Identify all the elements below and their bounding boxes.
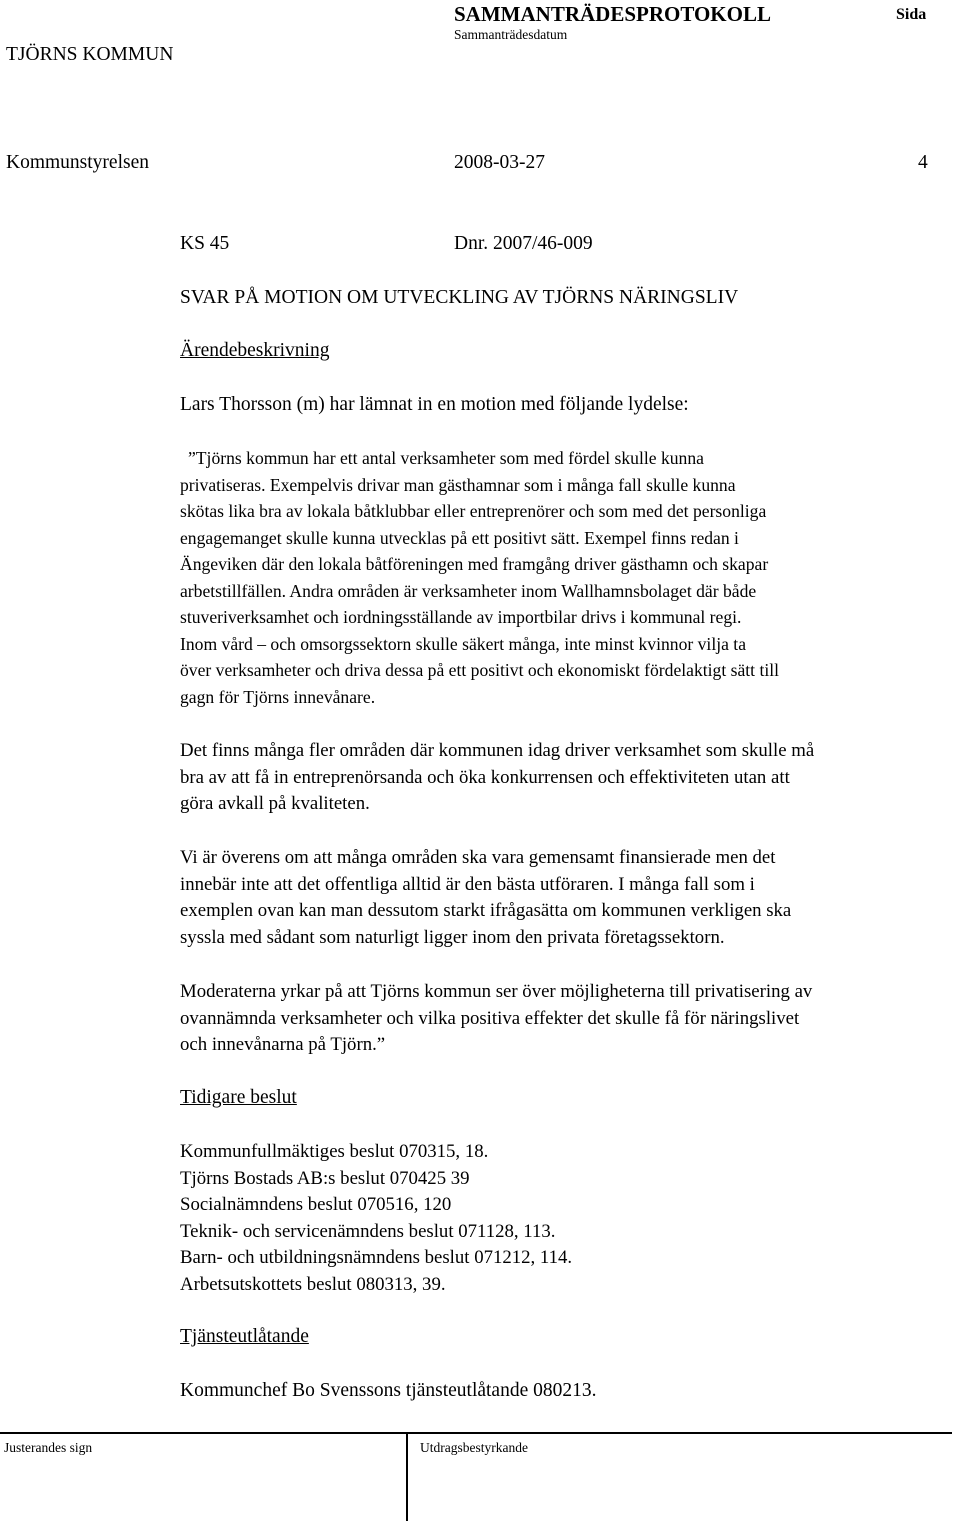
previous-decisions-list — [180, 1139, 572, 1298]
paragraph-line: Det finns många fler områden där kommunen idag driver verksamhet som skulle må — [180, 740, 815, 761]
list-item: Arbetsutskottets beslut 080313, 39. — [180, 1273, 446, 1295]
signature-label: Justerandes sign — [4, 1440, 93, 1455]
list-item: Kommunfullmäktiges beslut 070315, 18. — [180, 1141, 489, 1162]
page-label: Sida — [896, 6, 927, 23]
section-heading-tidigare-beslut: Tidigare beslut — [180, 1087, 297, 1108]
list-item: Tjörns Bostads AB:s beslut 070425 39 — [180, 1167, 470, 1189]
list-item: Barn- och utbildningsnämndens beslut 071212, 114. — [180, 1247, 573, 1268]
quote-line: Inom vård – och omsorgssektorn skulle säkert många, inte minst kvinnor vilja ta — [180, 633, 746, 654]
quote-line: skötas lika bra av lokala båtklubbar eller entreprenörer och som med det personliga — [180, 501, 767, 521]
paragraph-line: göra avkall på kvaliteten. — [180, 793, 370, 814]
paragraph-4 — [180, 979, 955, 1059]
paragraph-line: innebär inte att det offentliga alltid är den bästa utföraren. I många fall som i — [180, 873, 755, 895]
quote-line: stuveriverksamhet och iordningsställande av importbilar drivs i kommunal regi. — [180, 607, 742, 627]
footer-divider — [406, 1432, 408, 1521]
quote-line: arbetstillfällen. Andra områden är verksamheter inom Wallhamnsbolaget där både — [180, 580, 757, 601]
quote-line: engagemanget skulle kunna utvecklas på ett positivt sätt. Exempel finns redan i — [180, 527, 739, 548]
quote-line: gagn för Tjörns innevånare. — [180, 686, 376, 707]
meeting-date: 2008-03-27 — [454, 152, 545, 173]
paragraph-line: exemplen ovan kan man dessutom starkt ifrågasätta om kommunen verkligen ska — [180, 900, 792, 921]
paragraph-line: och innevånarna på Tjörn.” — [180, 1034, 386, 1055]
paragraph-line: bra av att få in entreprenörsanda och öka konkurrensen och effektiviteten utan att — [180, 766, 790, 788]
intro-text: Lars Thorsson (m) har lämnat in en motion med följande lydelse: — [180, 394, 689, 415]
list-item: Socialnämndens beslut 070516, 120 — [180, 1194, 452, 1215]
quote-line: över verksamheter och driva dessa på ett positivt och ekonomiskt fördelaktigt sätt till — [180, 660, 780, 680]
quote-line: ”Tjörns kommun har ett antal verksamheter som med fördel skulle kunna — [188, 448, 704, 468]
official-statement: Kommunchef Bo Svenssons tjänsteutlåtande 080213. — [180, 1380, 597, 1401]
page-number: 4 — [918, 152, 928, 173]
diary-number: Dnr. 2007/46-009 — [454, 233, 593, 254]
paragraph-line: Moderaterna yrkar på att Tjörns kommun ser över möjligheterna till privatisering av — [180, 981, 813, 1002]
case-number: KS 45 — [180, 233, 230, 254]
protocol-title: SAMMANTRÄDESPROTOKOLL — [454, 2, 771, 26]
committee-name: Kommunstyrelsen — [6, 152, 149, 173]
case-title: SVAR PÅ MOTION OM UTVECKLING AV TJÖRNS NÄRINGSLIV — [180, 287, 739, 308]
footer-rule — [0, 1432, 952, 1434]
paragraph-line: Vi är överens om att många områden ska vara gemensamt finansierade men det — [180, 847, 776, 868]
quote-line: Ängeviken där den lokala båtföreningen med framgång driver gästhamn och skapar — [180, 554, 769, 574]
certification-label: Utdragsbestyrkande — [420, 1440, 528, 1455]
section-heading-arendebeskrivning: Ärendebeskrivning — [180, 340, 330, 361]
motion-quote — [180, 445, 960, 710]
section-heading-tjansteutlatande: Tjänsteutlåtande — [180, 1326, 309, 1347]
meeting-date-label: Sammanträdesdatum — [454, 27, 568, 42]
municipality-name: TJÖRNS KOMMUN — [6, 44, 174, 65]
list-item: Teknik- och servicenämndens beslut 071128, 113. — [180, 1220, 556, 1242]
quote-line: privatiseras. Exempelvis drivar man gästhamnar som i många fall skulle kunna — [180, 474, 736, 495]
paragraph-2 — [180, 738, 955, 818]
paragraph-3 — [180, 845, 955, 951]
paragraph-line: ovannämnda verksamheter och vilka positiva effekter det skulle få för näringslivet — [180, 1007, 800, 1029]
paragraph-line: syssla med sådant som naturligt ligger inom den privata företagssektorn. — [180, 926, 725, 948]
